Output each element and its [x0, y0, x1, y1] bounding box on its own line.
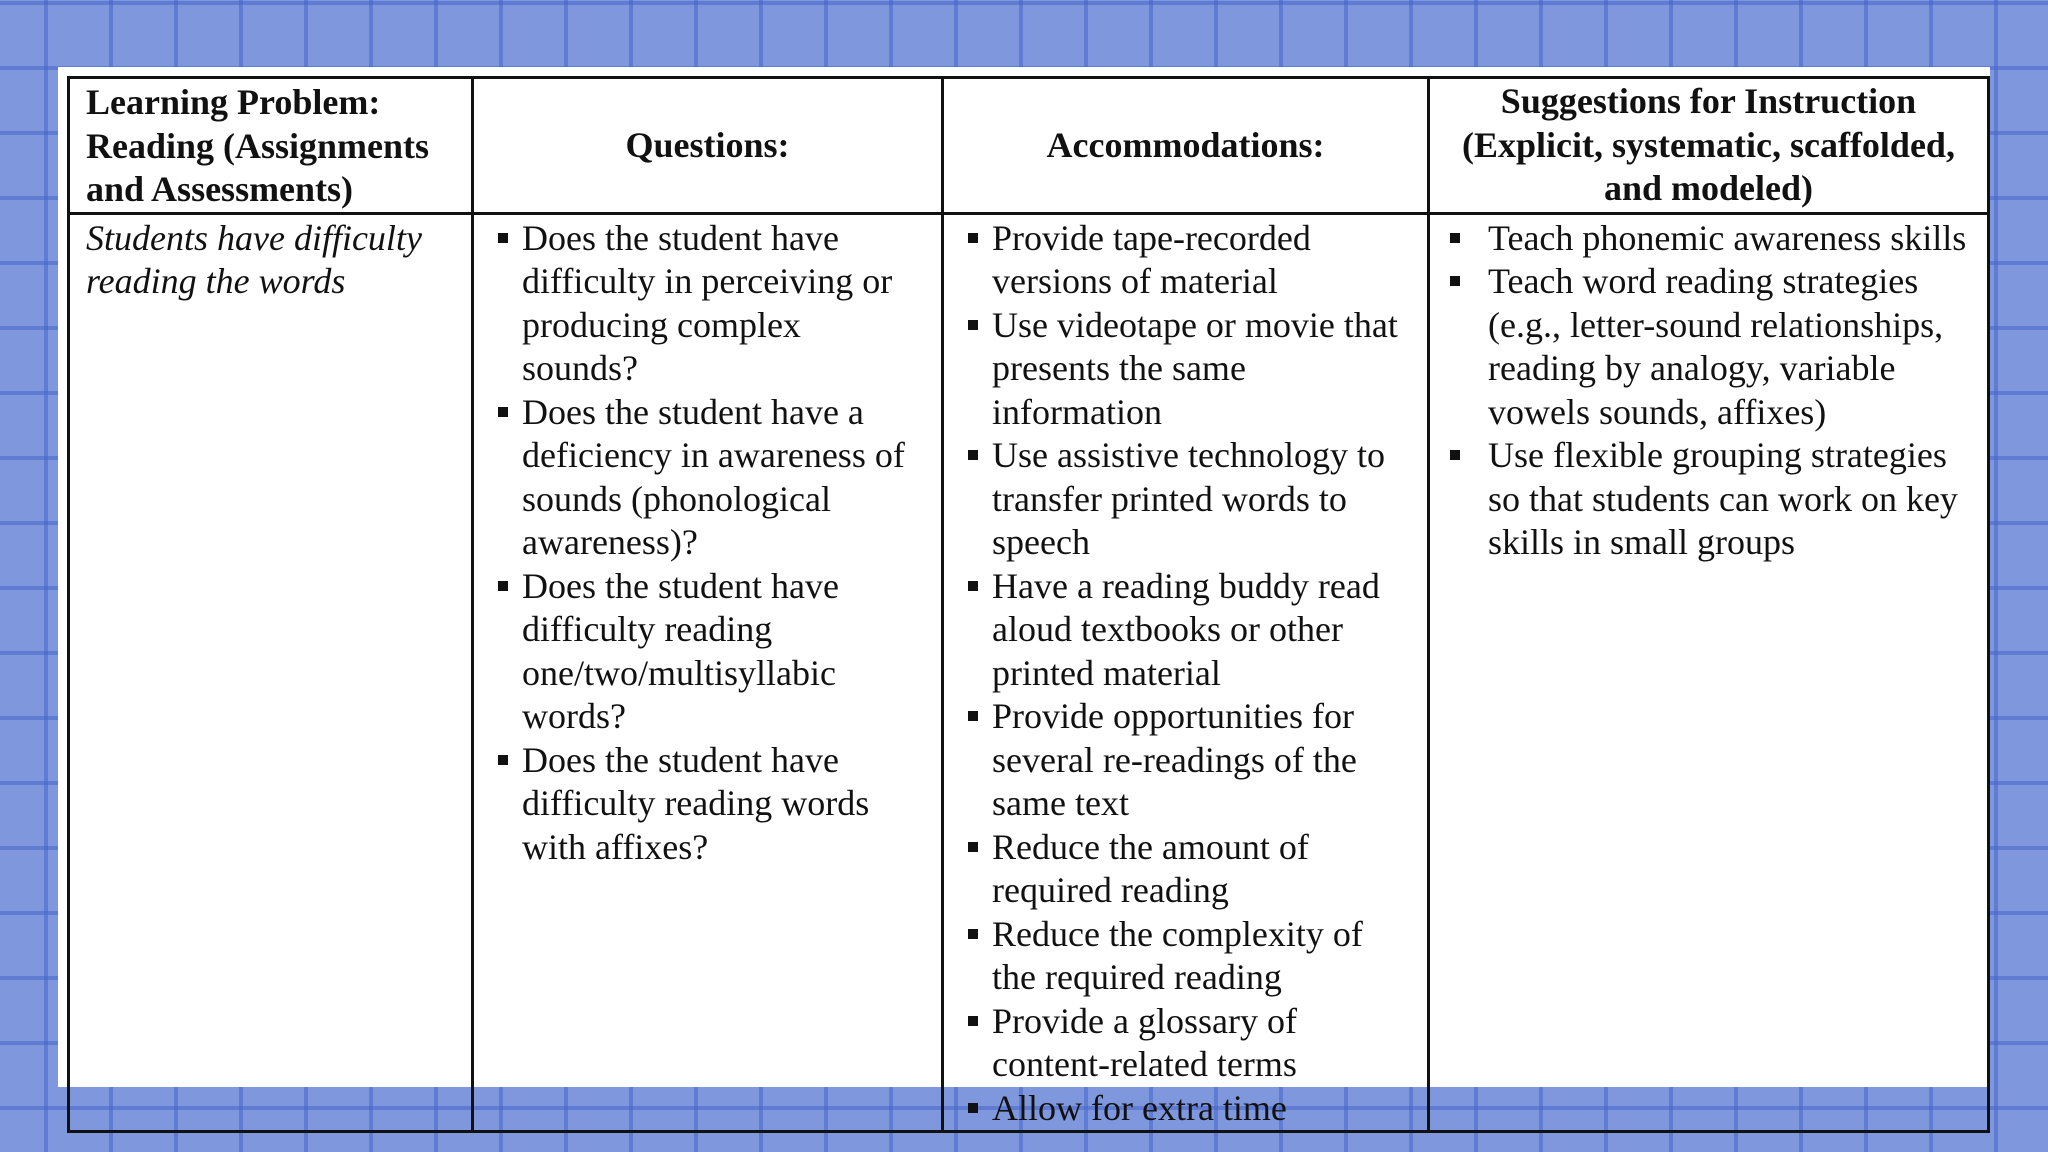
- problem-description: Students have difficulty reading the words: [86, 217, 422, 301]
- problem-cell: [69, 213, 473, 1132]
- header-accommodations: Accommodations:: [943, 78, 1429, 214]
- header-suggestions-line: Suggestions for Instruction: [1500, 81, 1917, 121]
- header-learning-problem-line: and Assessments): [86, 169, 354, 209]
- question-item: Does the student have difficulty reading words with affixes?: [490, 739, 921, 870]
- slide-card: [58, 67, 1990, 1128]
- question-item: Does the student have difficulty reading one/two/multisyllabic words?: [490, 565, 921, 739]
- suggestions-cell: [1429, 213, 1989, 1132]
- header-learning-problem-line: Reading (Assignments: [86, 125, 430, 166]
- accommodation-item: Reduce the amount of required reading: [960, 826, 1407, 913]
- header-suggestions-line: and modeled): [1603, 168, 1814, 208]
- table-row: [69, 213, 1989, 1132]
- questions-list: [490, 217, 921, 870]
- header-row: [69, 78, 1989, 214]
- header-learning-problem-line: Learning Problem:: [86, 82, 381, 122]
- suggestions-list: [1446, 217, 1967, 565]
- accommodation-item: Provide a glossary of content-related terms: [960, 1000, 1407, 1087]
- header-suggestions-line: (Explicit, systematic, scaffolded,: [1462, 124, 1955, 165]
- header-learning-problem: [69, 78, 473, 214]
- accommodations-cell: [943, 213, 1429, 1132]
- accommodation-item: Have a reading buddy read aloud textbooks or other printed material: [960, 565, 1407, 696]
- learning-problem-table: [67, 76, 1990, 1133]
- question-item: Does the student have a deficiency in awareness of sounds (phonological awareness)?: [490, 391, 921, 565]
- accommodation-item: Allow for extra time: [960, 1087, 1407, 1131]
- accommodations-list: [960, 217, 1407, 1131]
- suggestion-item: Teach phonemic awareness skills: [1446, 217, 1967, 261]
- accommodation-item: Provide tape-recorded versions of material: [960, 217, 1407, 304]
- accommodation-item: Use assistive technology to transfer printed words to speech: [960, 434, 1407, 565]
- accommodation-item: Reduce the complexity of the required reading: [960, 913, 1407, 1000]
- question-item: Does the student have difficulty in perceiving or producing complex sounds?: [490, 217, 921, 391]
- header-suggestions: [1429, 78, 1989, 214]
- suggestion-item: Teach word reading strategies (e.g., letter-sound relationships, reading by analogy, variable vowels sounds, affixes): [1446, 260, 1967, 434]
- questions-cell: [473, 213, 943, 1132]
- suggestion-item: Use flexible grouping strategies so that students can work on key skills in small groups: [1446, 434, 1967, 565]
- accommodation-item: Use videotape or movie that presents the same information: [960, 304, 1407, 435]
- accommodation-item: Provide opportunities for several re-readings of the same text: [960, 695, 1407, 826]
- header-questions: Questions:: [473, 78, 943, 214]
